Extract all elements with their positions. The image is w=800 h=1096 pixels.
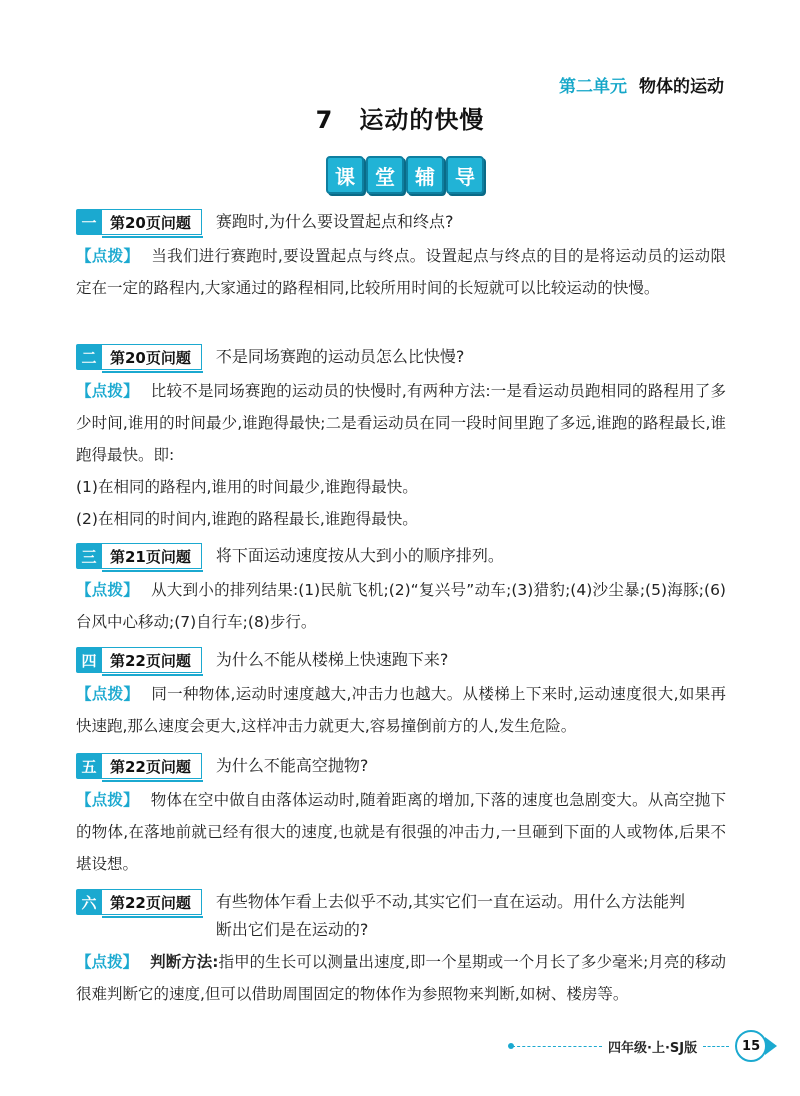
- question-text: 有些物体乍看上去似乎不动,其实它们一直在运动。用什么方法能判断出它们是在运动的?: [215, 892, 685, 939]
- banner-char: 堂: [366, 156, 404, 194]
- question-number: 六: [76, 889, 102, 915]
- lesson-title: [0, 100, 800, 135]
- question-tag: [76, 209, 202, 235]
- question-text: 为什么不能高空抛物?: [215, 756, 369, 775]
- question-page-label: 第21页问题: [102, 543, 202, 569]
- question-section-5: [76, 752, 726, 880]
- hint-paragraph: [76, 784, 726, 880]
- unit-title: 物体的运动: [639, 77, 724, 97]
- banner-char: 辅: [406, 156, 444, 194]
- hint-text: 同一种物体,运动时速度越大,冲击力也越大。从楼梯上下来时,运动速度很大,如果再快速跑,那么速度会更大,这样冲击力就更大,容易撞倒前方的人,发生危险。: [76, 685, 726, 735]
- question-number: 二: [76, 344, 102, 370]
- hint-paragraph: [76, 240, 726, 304]
- question-text: 不是同场赛跑的运动员怎么比快慢?: [215, 347, 465, 366]
- hint-label: 【点拨】: [76, 685, 140, 703]
- hint-method-label: 判断方法:: [150, 953, 219, 971]
- question-section-4: [76, 646, 726, 742]
- lesson-name: 运动的快慢: [359, 106, 485, 134]
- lesson-number: 7: [315, 106, 334, 134]
- question-number: 五: [76, 753, 102, 779]
- hint-label: 【点拨】: [76, 247, 140, 265]
- question-number: 三: [76, 543, 102, 569]
- question-page-label: 第22页问题: [102, 647, 202, 673]
- question-page-label: 第22页问题: [102, 753, 202, 779]
- arrow-right-icon: [765, 1037, 777, 1055]
- section-banner: [326, 156, 484, 194]
- list-item: (2)在相同的时间内,谁跑的路程最长,谁跑得最快。: [76, 510, 418, 528]
- question-page-label: 第22页问题: [102, 889, 202, 915]
- hint-text: 从大到小的排列结果:(1)民航飞机;(2)“复兴号”动车;(3)猎豹;(4)沙尘暴;(5)海豚;(6)台风中心移动;(7)自行车;(8)步行。: [76, 581, 726, 631]
- hint-paragraph: [76, 946, 726, 1010]
- question-tag: [76, 647, 202, 673]
- banner-char: 导: [446, 156, 484, 194]
- hint-label: 【点拨】: [76, 382, 139, 400]
- question-section-3: [76, 542, 726, 638]
- hint-label: 【点拨】: [76, 581, 140, 599]
- banner-char: 课: [326, 156, 364, 194]
- hint-label: 【点拨】: [76, 791, 139, 809]
- question-tag: [76, 889, 202, 915]
- question-number: 一: [76, 209, 102, 235]
- question-section-2: [76, 343, 726, 535]
- question-section-6: [76, 888, 726, 1010]
- grade-edition: 四年级·上·SJ版: [608, 1040, 698, 1056]
- unit-number: 第二单元: [559, 77, 627, 97]
- hint-paragraph: [76, 375, 726, 471]
- hint-paragraph: [76, 678, 726, 742]
- page-footer: [512, 1030, 777, 1062]
- unit-header: [559, 72, 724, 97]
- question-page-label: 第20页问题: [102, 209, 202, 235]
- question-tag: [76, 543, 202, 569]
- footer-dash-line: [703, 1046, 729, 1047]
- hint-paragraph: [76, 574, 726, 638]
- list-item: (1)在相同的路程内,谁用的时间最少,谁跑得最快。: [76, 478, 418, 496]
- hint-text: 指甲的生长可以测量出速度,即一个星期或一个月长了多少毫米;月亮的移动很难判断它的速度,但可以借助周围固定的物体作为参照物来判断,如树、楼房等。: [76, 953, 726, 1003]
- question-tag: [76, 753, 202, 779]
- hint-label: 【点拨】: [76, 953, 139, 971]
- hint-text: 当我们进行赛跑时,要设置起点与终点。设置起点与终点的目的是将运动员的运动限定在一定的路程内,大家通过的路程相同,比较所用时间的长短就可以比较运动的快慢。: [76, 247, 726, 297]
- hint-text: 物体在空中做自由落体运动时,随着距离的增加,下落的速度也急剧变大。从高空抛下的物体,在落地前就已经有很大的速度,也就是有很强的冲击力,一旦砸到下面的人或物体,后果不堪设想。: [76, 791, 726, 873]
- question-text: 将下面运动速度按从大到小的顺序排列。: [215, 546, 504, 565]
- question-page-label: 第20页问题: [102, 344, 202, 370]
- question-text: 为什么不能从楼梯上快速跑下来?: [215, 650, 449, 669]
- question-number: 四: [76, 647, 102, 673]
- footer-dash-line: [512, 1046, 602, 1047]
- question-tag: [76, 344, 202, 370]
- question-section-1: [76, 208, 726, 304]
- question-text: 赛跑时,为什么要设置起点和终点?: [215, 212, 454, 231]
- page-number: 15: [735, 1030, 767, 1062]
- hint-text: 比较不是同场赛跑的运动员的快慢时,有两种方法:一是看运动员跑相同的路程用了多少时间,谁用的时间最少,谁跑得最快;二是看运动员在同一段时间里跑了多远,谁跑的路程最长,谁跑得最快。即:: [76, 382, 726, 464]
